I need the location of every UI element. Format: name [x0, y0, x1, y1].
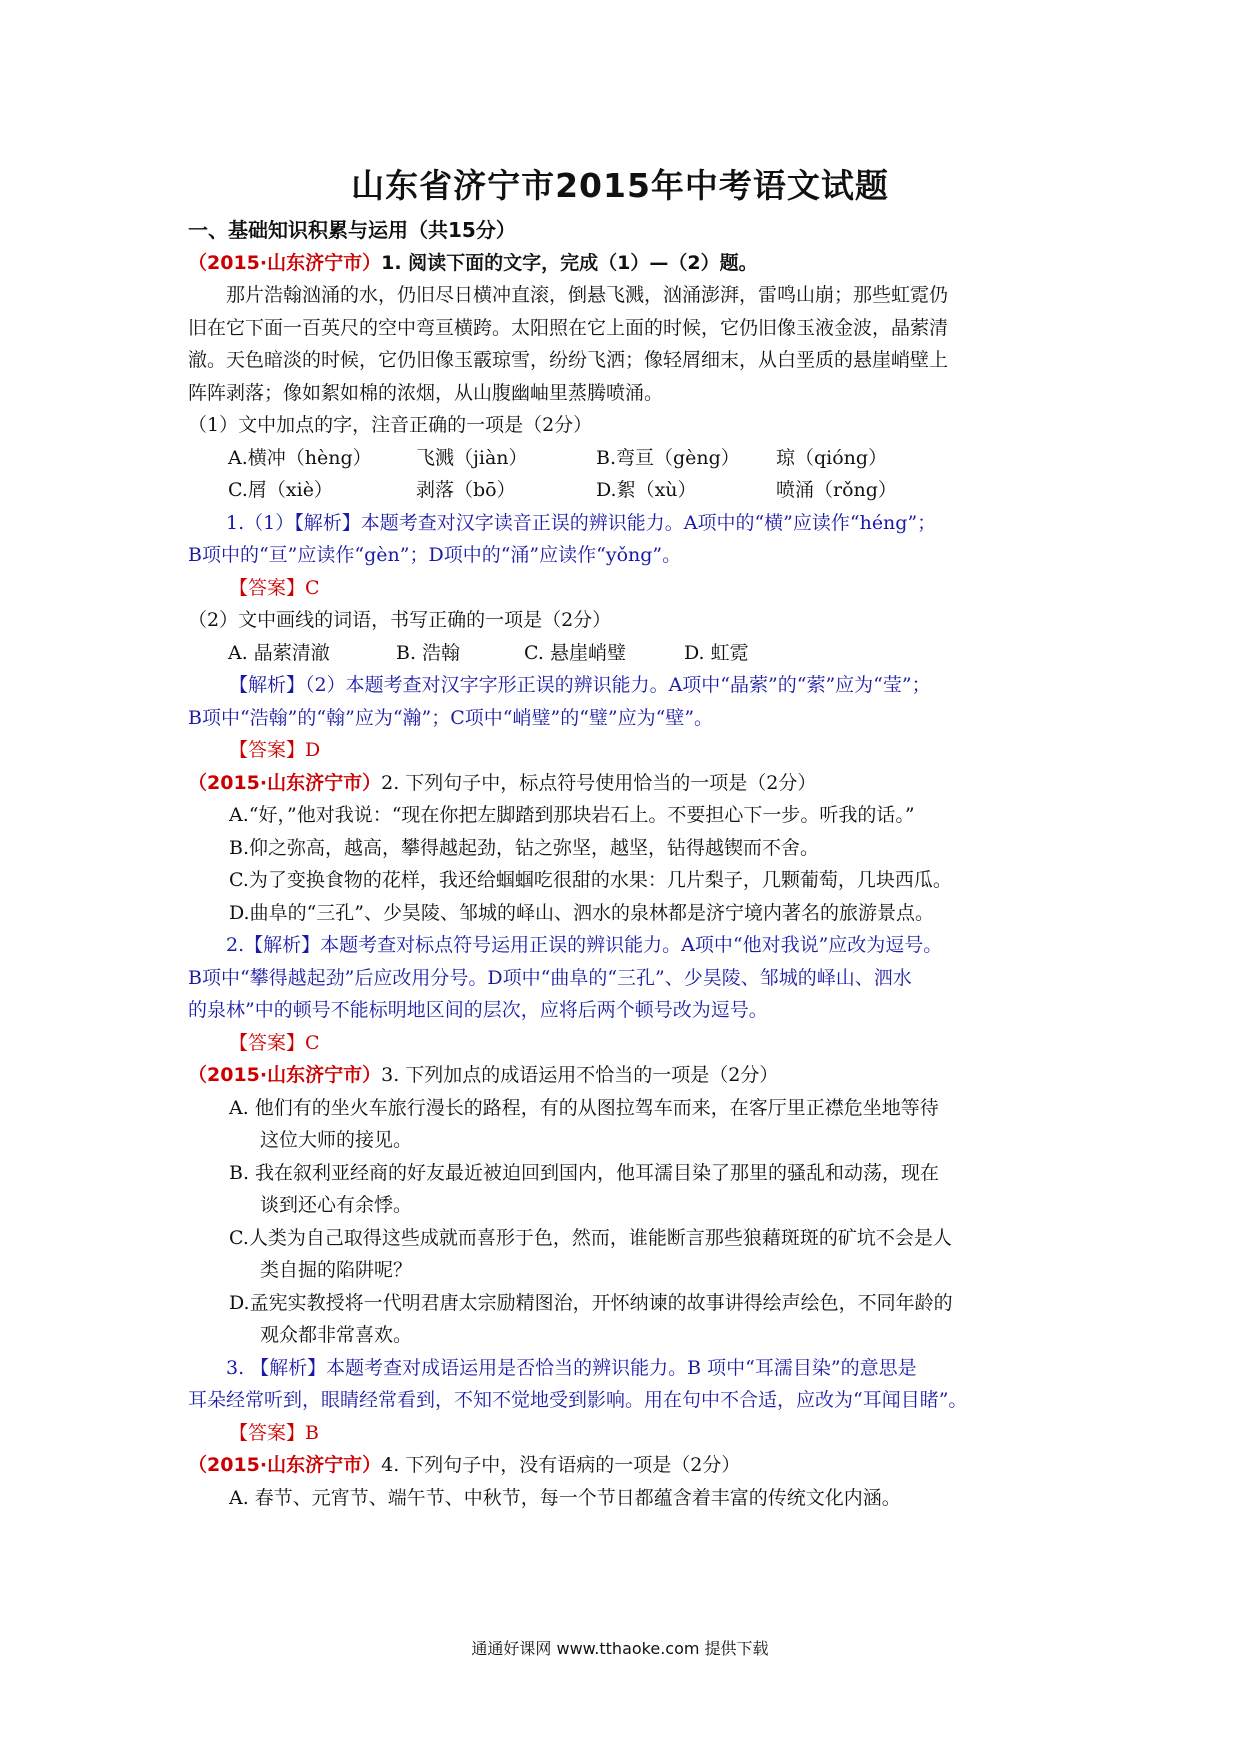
option-row: [188, 637, 1063, 670]
analysis-line: 耳朵经常听到，眼睛经常看到，不知不觉地受到影响。用在句中不合适，应改为“耳闻目睹”。: [188, 1389, 968, 1411]
question-stem: 3. 下列加点的成语运用不恰当的一项是（2分）: [381, 1064, 779, 1086]
analysis-line: 1.（1）【解析】本题考查对汉字读音正误的辨识能力。A项中的“横”应读作“héng”；: [226, 511, 937, 534]
page-title: 山东省济宁市2015年中考语文试题: [351, 166, 889, 205]
subquestion-stem: （1）文中加点的字，注音正确的一项是（2分）: [188, 414, 593, 436]
answer-line: 【答案】B: [229, 1421, 319, 1444]
option: D.孟宪实教授将一代明君唐太宗励精图治，开怀纳谏的故事讲得绘声绘色，不同年龄的: [229, 1291, 953, 1314]
question-4-heading: [188, 1449, 1063, 1482]
option: D.絮（xù）: [596, 479, 697, 501]
answer-line: 【答案】D: [229, 739, 321, 761]
option: A. 晶萦清澈: [228, 641, 330, 664]
analysis-line: 3. 【解析】本题考查对成语运用是否恰当的辨识能力。B 项中“耳濡目染”的意思是: [226, 1356, 917, 1379]
question-source: （2015·山东济宁市）: [188, 251, 382, 274]
option: C.为了变换食物的花样，我还给蝈蝈吃很甜的水果：几片梨子，几颗葡萄，几块西瓜。: [229, 869, 952, 891]
option: 喷涌（rǒng）: [776, 479, 897, 501]
option: A. 春节、元宵节、端午节、中秋节，每一个节日都蕴含着丰富的传统文化内涵。: [229, 1486, 901, 1509]
passage-line: 旧在它下面一百英尺的空中弯亘横跨。太阳照在它上面的时候，它仍旧像玉液金波，晶萦清: [188, 316, 949, 339]
option-continuation: 谈到还心有余悸。: [260, 1194, 413, 1216]
option: 剥落（bō）: [416, 479, 516, 501]
answer-line: 【答案】C: [229, 1031, 320, 1054]
option: A. 他们有的坐火车旅行漫长的路程，有的从图拉驾车而来，在客厅里正襟危坐地等待: [229, 1096, 939, 1119]
option: A.“好，”他对我说：“现在你把左脚踏到那块岩石上。不要担心下一步。听我的话。”: [229, 804, 915, 826]
option: D. 虹霓: [684, 641, 749, 664]
question-source: （2015·山东济宁市）: [188, 1064, 382, 1086]
question-3-heading: [188, 1059, 1063, 1092]
option: B. 浩翰: [396, 641, 461, 664]
option: B.弯亘（gèng）: [596, 446, 740, 469]
question-stem: 1. 阅读下面的文字，完成（1）—（2）题。: [381, 251, 758, 274]
question-stem: 2. 下列句子中，标点符号使用恰当的一项是（2分）: [381, 771, 817, 794]
option: 琼（qióng）: [776, 446, 888, 469]
option: C.屑（xiè）: [228, 479, 333, 501]
question-1-heading: [188, 247, 1063, 280]
document-body: [188, 214, 1063, 1514]
passage-line: 那片浩翰汹涌的水，仍旧尽日横冲直滚，倒悬飞溅，汹涌澎湃，雷鸣山崩；那些虹霓仍: [226, 284, 949, 306]
question-stem: 4. 下列句子中，没有语病的一项是（2分）: [381, 1454, 741, 1476]
passage-line: 澈。天色暗淡的时候，它仍旧像玉霰琼雪，纷纷飞洒；像轻屑细末，从白垩质的悬崖峭壁上: [188, 349, 949, 371]
option-row: [188, 474, 1063, 507]
option: B.仰之弥高，越高，攀得越起劲，钻之弥坚，越坚，钻得越锲而不舍。: [229, 836, 820, 859]
option-continuation: 观众都非常喜欢。: [260, 1324, 413, 1346]
answer-line: 【答案】C: [229, 576, 320, 599]
analysis-line: B项中“浩翰”的“翰”应为“瀚”；C项中“峭璧”的“璧”应为“壁”。: [188, 706, 714, 729]
passage-line: 阵阵剥落；像如絮如棉的浓烟，从山腹幽岫里蒸腾喷涌。: [188, 381, 664, 404]
option-continuation: 类自掘的陷阱呢？: [260, 1259, 413, 1281]
section-heading: 一、基础知识积累与运用（共15分）: [188, 218, 516, 242]
question-source: （2015·山东济宁市）: [188, 1454, 382, 1476]
option: A.横冲（hèng）: [228, 446, 372, 469]
option: B. 我在叙利亚经商的好友最近被迫回到国内，他耳濡目染了那里的骚乱和动荡，现在: [229, 1161, 940, 1184]
option: 飞溅（jiàn）: [416, 446, 528, 469]
option-row: [188, 442, 1063, 475]
subquestion-stem: （2）文中画线的词语，书写正确的一项是（2分）: [188, 609, 612, 631]
page-footer: 通通好课网 www.tthaoke.com 提供下载: [471, 1639, 769, 1658]
analysis-line: 【解析】（2）本题考查对汉字字形正误的辨识能力。A项中“晶萦”的“萦”应为“莹”；: [229, 674, 931, 696]
option: D.曲阜的“三孔”、少昊陵、邹城的峄山、泗水的泉林都是济宁境内著名的旅游景点。: [229, 901, 935, 924]
analysis-line: 2.【解析】本题考查对标点符号运用正误的辨识能力。A项中“他对我说”应改为逗号。: [226, 934, 943, 956]
question-source: （2015·山东济宁市）: [188, 771, 382, 794]
question-2-heading: [188, 767, 1063, 800]
analysis-line: 的泉林”中的顿号不能标明地区间的层次，应将后两个顿号改为逗号。: [188, 999, 768, 1021]
analysis-line: B项中的“亘”应读作“gèn”；D项中的“涌”应读作“yǒng”。: [188, 544, 682, 566]
option: C.人类为自己取得这些成就而喜形于色，然而，谁能断言那些狼藉斑斑的矿坑不会是人: [229, 1226, 952, 1249]
analysis-line: B项中“攀得越起劲”后应改用分号。D项中“曲阜的“三孔”、少昊陵、邹城的峄山、泗水: [188, 966, 912, 989]
option: C. 悬崖峭璧: [524, 641, 626, 664]
option-continuation: 这位大师的接见。: [260, 1129, 413, 1151]
